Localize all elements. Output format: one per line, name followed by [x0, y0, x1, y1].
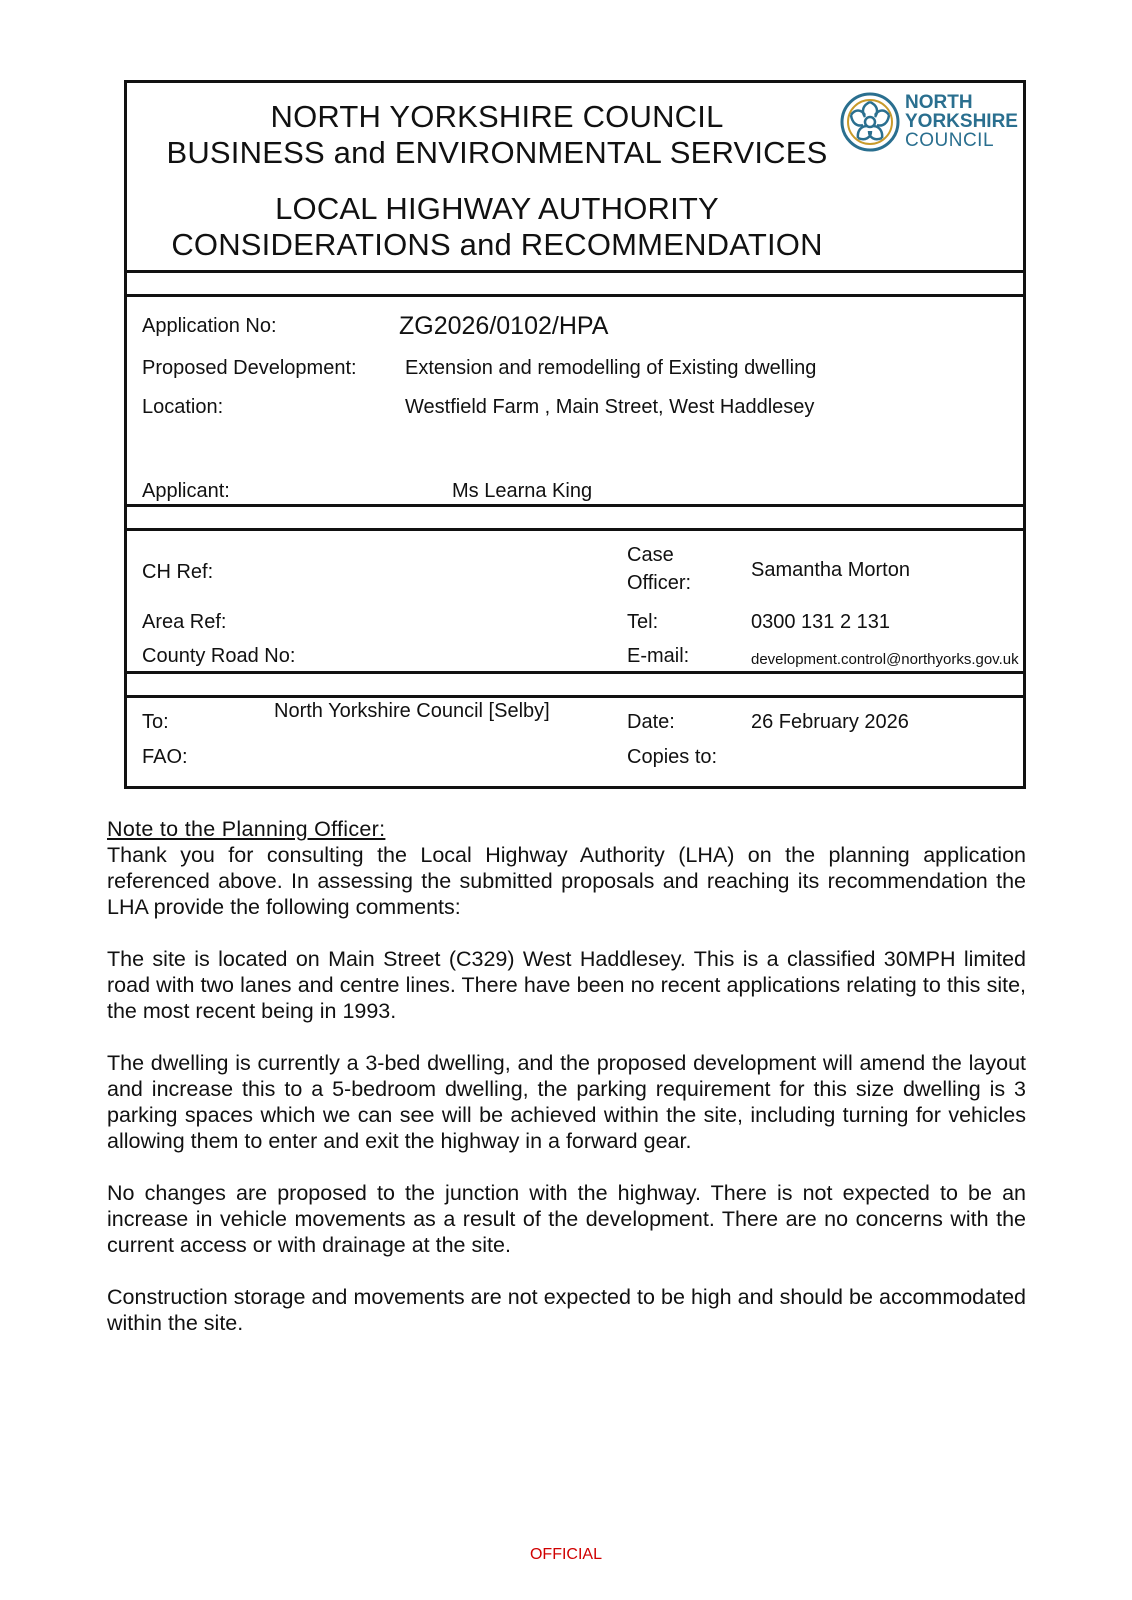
authority-title-line2: CONSIDERATIONS and RECOMMENDATION	[171, 227, 823, 262]
divider	[127, 270, 1023, 273]
divider	[127, 504, 1023, 507]
note-heading: Note to the Planning Officer:	[107, 817, 386, 841]
email-label: E-mail:	[627, 645, 690, 667]
logo-word-yorkshire: YORKSHIRE	[905, 111, 1018, 132]
council-title-line1: NORTH YORKSHIRE COUNCIL	[270, 99, 724, 134]
case-officer-label-line1: Case	[627, 544, 674, 566]
form-frame	[124, 80, 1026, 789]
proposed-development-label: Proposed Development:	[142, 357, 357, 379]
to-label: To:	[142, 711, 169, 733]
date-label: Date:	[627, 711, 675, 733]
county-road-label: County Road No:	[142, 645, 296, 667]
fao-label: FAO:	[142, 746, 188, 768]
council-logo	[839, 89, 1024, 155]
date-value: 26 February 2026	[751, 711, 909, 733]
logo-wordmark	[905, 93, 1018, 150]
case-officer-label-line2: Officer:	[627, 572, 692, 594]
logo-word-council: COUNCIL	[905, 130, 995, 151]
case-officer-value: Samantha Morton	[751, 559, 910, 581]
email-value: development.control@northyorks.gov.uk	[751, 651, 1019, 668]
authority-title	[127, 191, 867, 263]
tel-value: 0300 131 2 131	[751, 611, 891, 633]
note-paragraph: No changes are proposed to the junction with the highway. There is not expected to be an increase in vehicle movements as a result of the development. There are no concerns with the current access or with drainage at the site.	[107, 1181, 1026, 1257]
to-value: North Yorkshire Council [Selby]	[274, 700, 550, 722]
council-title-line2: BUSINESS and ENVIRONMENTAL SERVICES	[166, 135, 828, 170]
rose-emblem-icon	[839, 91, 901, 153]
note-paragraph: Thank you for consulting the Local Highway Authority (LHA) on the planning application referenced above. In assessing the submitted proposals and reaching its recommendation the LHA provide the following comments:	[107, 843, 1026, 919]
divider	[127, 528, 1023, 531]
divider	[127, 294, 1023, 297]
area-ref-label: Area Ref:	[142, 611, 227, 633]
authority-title-line1: LOCAL HIGHWAY AUTHORITY	[275, 191, 719, 226]
note-paragraph: The site is located on Main Street (C329) West Haddlesey. This is a classified 30MPH limited road with two lanes and centre lines. There have been no recent applications relating to this site, the most recent being in 1993.	[107, 947, 1026, 1023]
applicant-label: Applicant:	[142, 480, 230, 502]
location-label: Location:	[142, 396, 224, 418]
location-value: Westfield Farm , Main Street, West Haddlesey	[405, 396, 815, 418]
proposed-development-value: Extension and remodelling of Existing dwelling	[405, 357, 817, 379]
applicant-value: Ms Learna King	[452, 480, 593, 502]
note-paragraph: Construction storage and movements are not expected to be high and should be accommodated within the site.	[107, 1285, 1026, 1335]
logo-word-north: NORTH	[905, 92, 973, 113]
tel-label: Tel:	[627, 611, 659, 633]
planning-officer-note	[107, 816, 1026, 1362]
classification-footer: OFFICIAL	[529, 1546, 602, 1563]
note-paragraph: The dwelling is currently a 3-bed dwelling, and the proposed development will amend the layout and increase this to a 5-bedroom dwelling, the parking requirement for this size dwelling is 3 parking spaces which we can see will be achieved within the site, including turning for vehicles allowing them to enter and exit the highway in a forward gear.	[107, 1051, 1026, 1153]
application-no-label: Application No:	[142, 315, 277, 337]
application-no-value: ZG2026/0102/HPA	[399, 312, 609, 340]
divider	[127, 695, 1023, 698]
council-title	[127, 99, 867, 171]
ch-ref-label: CH Ref:	[142, 561, 214, 583]
copies-to-label: Copies to:	[627, 746, 718, 768]
divider	[127, 671, 1023, 674]
